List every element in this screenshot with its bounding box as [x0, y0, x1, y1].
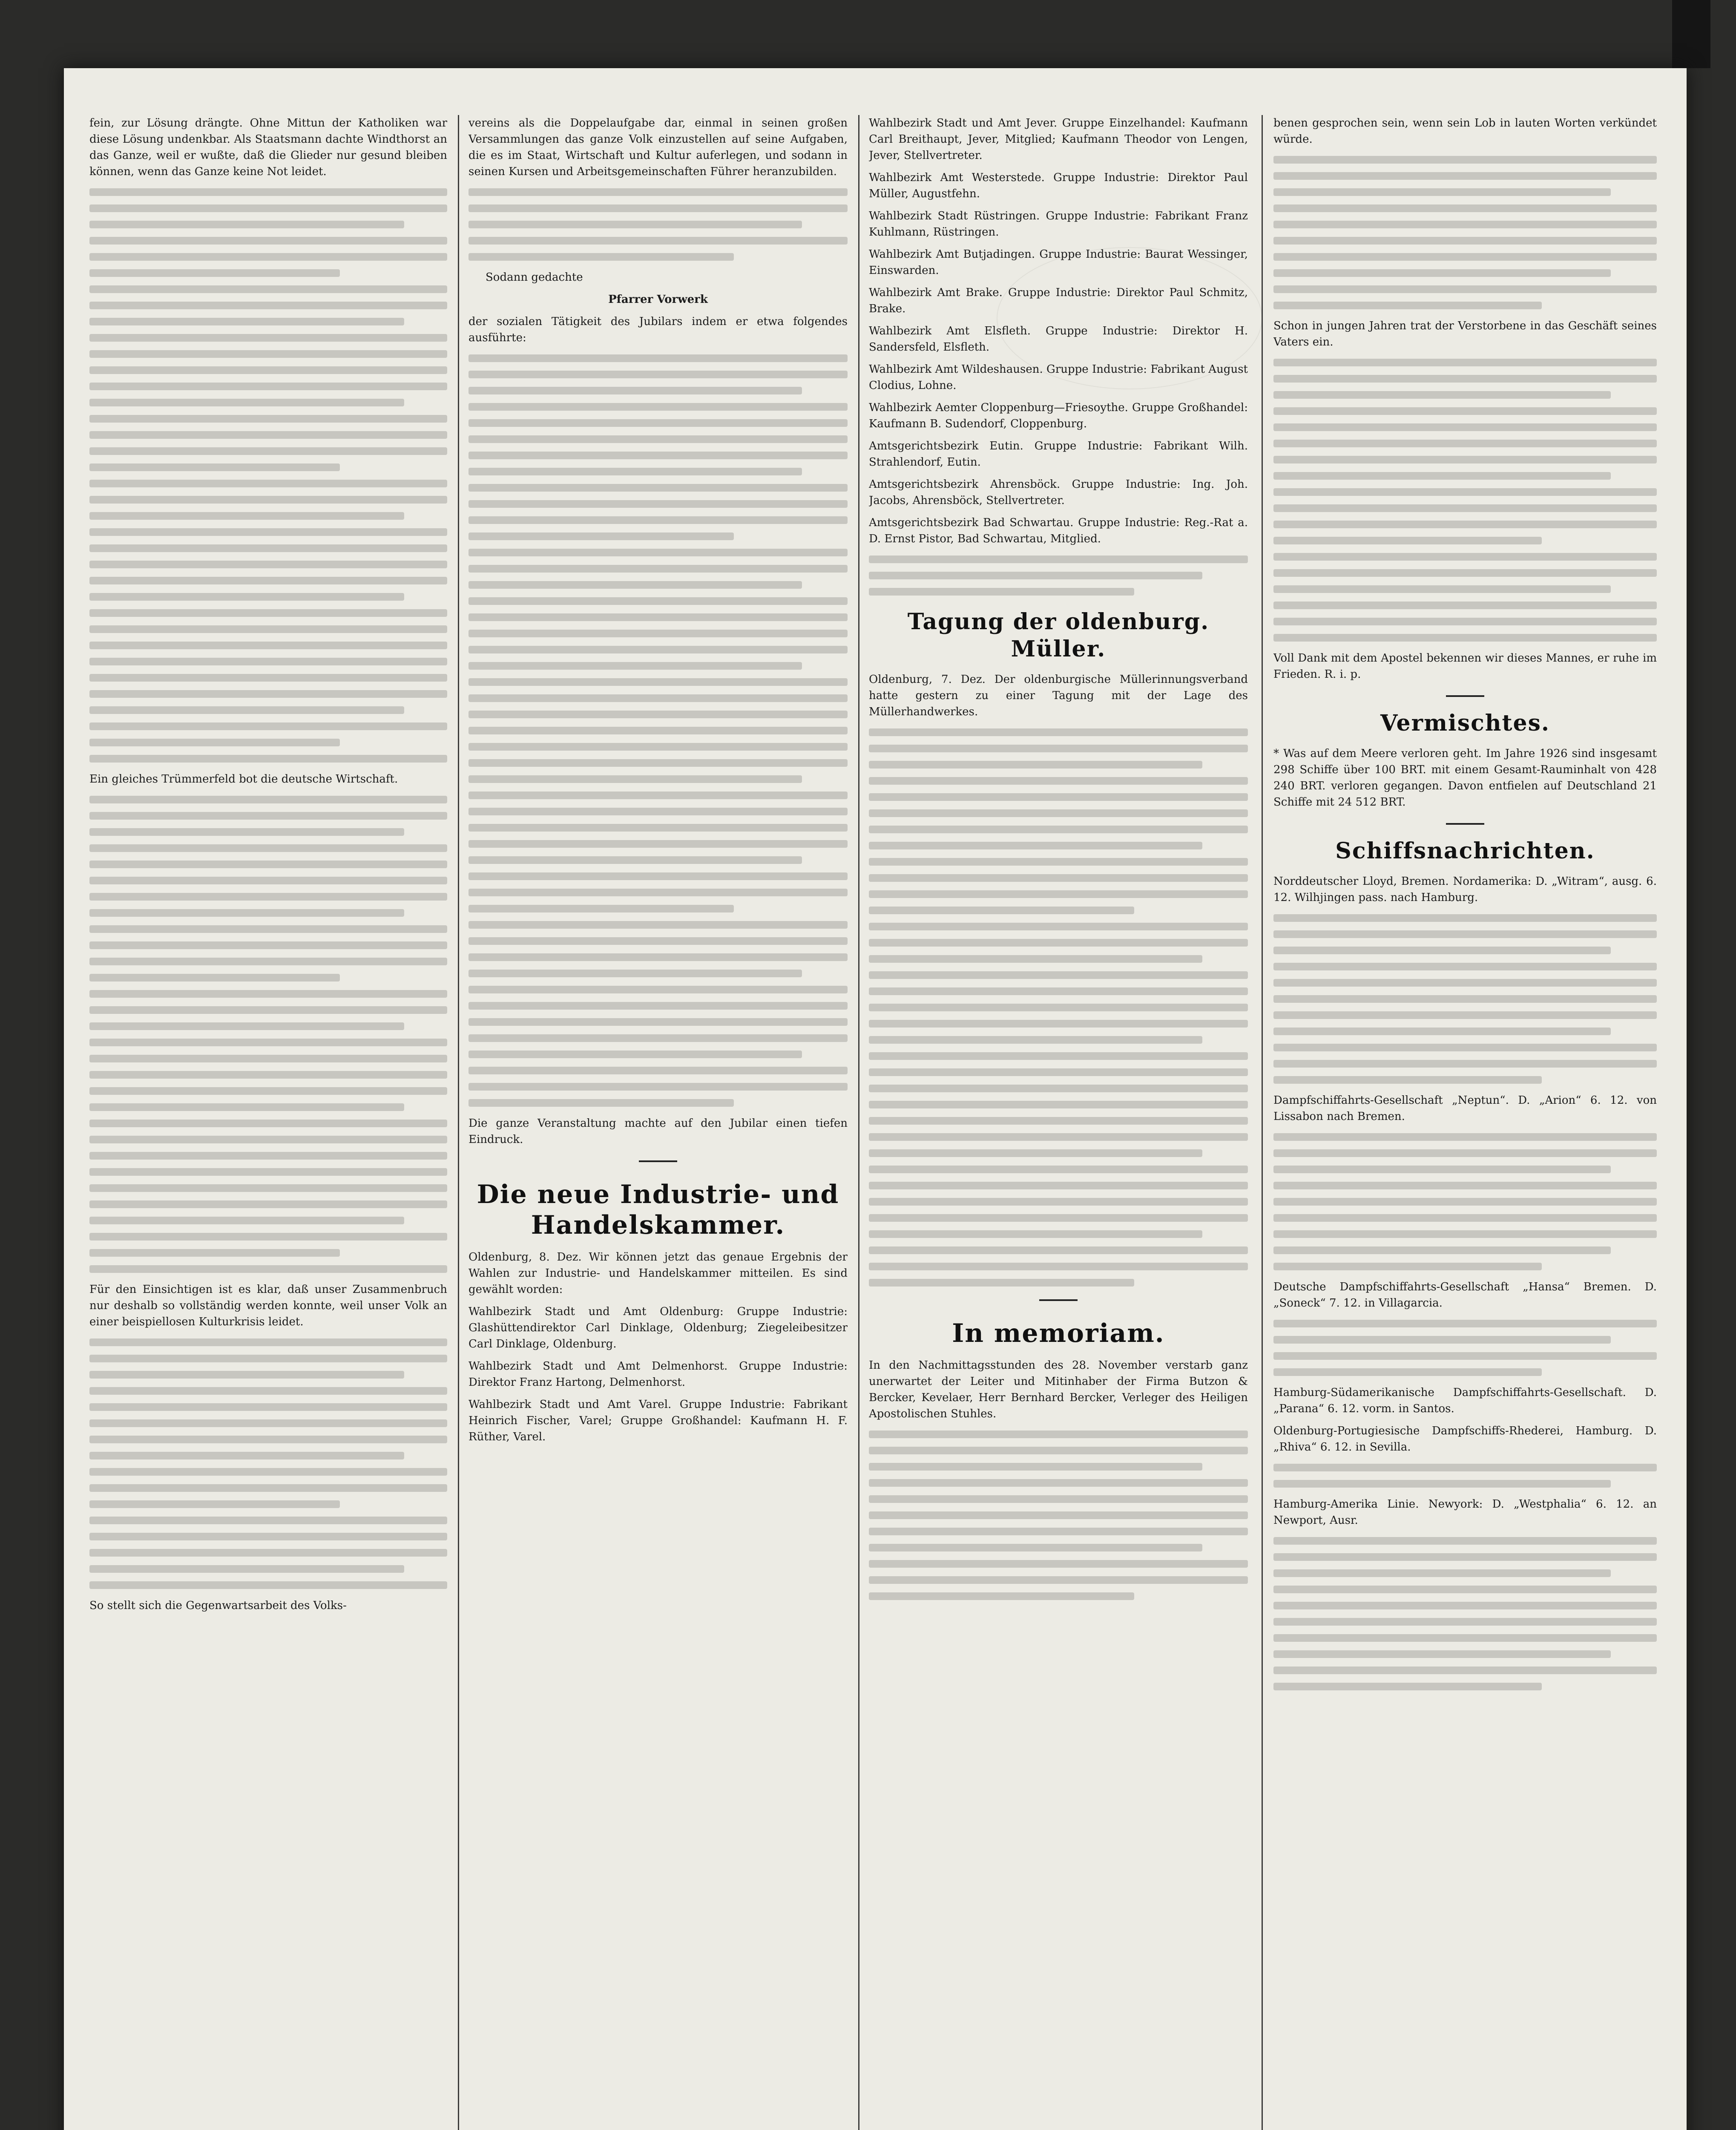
separator: [1039, 1299, 1078, 1301]
column-rule: [458, 115, 459, 2130]
paragraph: Wahlbezirk Amt Westerstede. Gruppe Industrie: Direktor Paul Müller, Augustfehn.: [869, 171, 1248, 200]
paragraph: Wahlbezirk Aemter Cloppenburg—Friesoythe. Gruppe Großhandel: Kaufmann B. Sudendorf, Cloppenburg.: [869, 401, 1248, 430]
paragraph: der sozialen Tätigkeit des Jubilars indem er etwa folgendes ausführte:: [468, 315, 848, 344]
paragraph: Schon in jungen Jahren trat der Verstorbene in das Geschäft seines Vaters ein.: [1273, 320, 1657, 348]
separator: [639, 1160, 677, 1162]
omitted-text: [1273, 156, 1657, 309]
paragraph: fein, zur Lösung drängte. Ohne Mittun der Katholiken war diese Lösung undenkbar. Als Staatsmann dachte Windthorst an das Ganze, weil er wußte, daß die Glieder nur gesund bleiben können, wenn das Ganze keine Not leidet.: [89, 117, 447, 178]
omitted-text: [89, 1338, 447, 1589]
omitted-text: [1273, 1320, 1657, 1376]
omitted-text: [1273, 1464, 1657, 1488]
paragraph: Wahlbezirk Stadt Rüstringen. Gruppe Industrie: Fabrikant Franz Kuhlmann, Rüstringen.: [869, 210, 1248, 239]
omitted-text: [1273, 359, 1657, 642]
paragraph: Voll Dank mit dem Apostel bekennen wir dieses Mannes, er ruhe im Frieden. R. i. p.: [1273, 652, 1657, 681]
paragraph: vereins als die Doppelaufgabe dar, einmal in seinen großen Versammlungen das ganze Volk einzustellen auf seine Aufgaben, die es im Staat, Wirtschaft und Kultur auferlegen, und sodann in seinen Kursen und Arbeitsgemeinschaften Führer heranzubilden.: [468, 117, 848, 178]
omitted-text: [468, 354, 848, 1107]
paragraph: Wahlbezirk Stadt und Amt Oldenburg: Gruppe Industrie: Glashüttendirektor Carl Dinklage, Oldenburg; Ziegeleibesitzer Carl Dinklage, Oldenburg.: [468, 1305, 848, 1350]
paragraph: So stellt sich die Gegenwartsarbeit des Volks-: [89, 1599, 347, 1612]
column-2: [468, 115, 848, 2130]
omitted-text: [468, 188, 848, 261]
paragraph: Norddeutscher Lloyd, Bremen. Nordamerika: D. „Witram“, ausg. 6. 12. Wilhjingen pass. nach Hamburg.: [1273, 875, 1657, 904]
paragraph: Deutsche Dampfschiffahrts-Gesellschaft „Hansa“ Bremen. D. „Soneck“ 7. 12. in Villagarcia.: [1273, 1281, 1657, 1310]
section-title: Schiffsnachrichten.: [1335, 838, 1595, 864]
omitted-text: [1273, 914, 1657, 1084]
omitted-text: [89, 188, 447, 763]
subheading: Pfarrer Vorwerk: [608, 293, 708, 306]
omitted-text: [869, 1431, 1248, 1600]
paragraph: Für den Einsichtigen ist es klar, daß unser Zusammenbruch nur deshalb so vollständig werden konnte, weil unser Volk an einer beispiellosen Kulturkrisis leidet.: [89, 1283, 447, 1328]
column-1: [89, 115, 447, 2130]
section-title: Vermischtes.: [1380, 710, 1550, 736]
article-title: Die neue Industrie- und Handelskammer.: [477, 1180, 839, 1240]
separator: [1446, 823, 1484, 825]
article-title: In memoriam.: [952, 1318, 1165, 1348]
paragraph: Wahlbezirk Amt Butjadingen. Gruppe Industrie: Baurat Wessinger, Einswarden.: [869, 248, 1248, 277]
paragraph: Wahlbezirk Amt Wildeshausen. Gruppe Industrie: Fabrikant August Clodius, Lohne.: [869, 363, 1248, 392]
paragraph: Die ganze Veranstaltung machte auf den Jubilar einen tiefen Eindruck.: [468, 1117, 848, 1146]
paragraph: Dampfschiffahrts-Gesellschaft „Neptun“. D. „Arion“ 6. 12. von Lissabon nach Bremen.: [1273, 1094, 1657, 1123]
omitted-text: [1273, 1133, 1657, 1270]
paragraph: Amtsgerichtsbezirk Ahrensböck. Gruppe Industrie: Ing. Joh. Jacobs, Ahrensböck, Stellvertreter.: [869, 478, 1248, 507]
paragraph: Amtsgerichtsbezirk Eutin. Gruppe Industrie: Fabrikant Wilh. Strahlendorf, Eutin.: [869, 440, 1248, 469]
paragraph: Oldenburg, 7. Dez. Der oldenburgische Müllerinnungsverband hatte gestern zu einer Tagung mit der Lage des Müllerhandwerkes.: [869, 673, 1248, 718]
separator: [1446, 695, 1484, 697]
paragraph: Oldenburg-Portugiesische Dampfschiffs-Rhederei, Hamburg. D. „Rhiva“ 6. 12. in Sevilla.: [1273, 1425, 1657, 1454]
omitted-text: [89, 796, 447, 1273]
paragraph: In den Nachmittagsstunden des 28. November verstarb ganz unerwartet der Leiter und Mitinhaber der Firma Butzon & Bercker, Kevelaer, Herr Bernhard Bercker, Verleger des Heiligen Apostolischen Stuhles.: [869, 1359, 1248, 1420]
paragraph: Ein gleiches Trümmerfeld bot die deutsche Wirtschaft.: [89, 773, 398, 786]
column-3: [869, 115, 1248, 2130]
column-rule: [1262, 115, 1263, 2130]
paragraph: Hamburg-Amerika Linie. Newyork: D. „Westphalia“ 6. 12. an Newport, Ausr.: [1273, 1498, 1657, 1527]
omitted-text: [869, 556, 1248, 596]
paragraph: Hamburg-Südamerikanische Dampfschiffahrts-Gesellschaft. D. „Parana“ 6. 12. vorm. in Santos.: [1273, 1386, 1657, 1415]
paragraph: benen gesprochen sein, wenn sein Lob in lauten Worten verkündet würde.: [1273, 117, 1657, 146]
newspaper-page: [64, 68, 1687, 2130]
column-4: [1273, 115, 1657, 2130]
paragraph: Wahlbezirk Stadt und Amt Delmenhorst. Gruppe Industrie: Direktor Franz Hartong, Delmenhorst.: [468, 1360, 848, 1389]
paragraph: Wahlbezirk Stadt und Amt Varel. Gruppe Industrie: Fabrikant Heinrich Fischer, Varel; Gruppe Großhandel: Kaufmann H. F. Rüther, Varel.: [468, 1398, 848, 1443]
paragraph: Wahlbezirk Stadt und Amt Jever. Gruppe Einzelhandel: Kaufmann Carl Breithaupt, Jever, Mitglied; Kaufmann Theodor von Lengen, Jever, Stellvertreter.: [869, 117, 1248, 162]
column-rule: [858, 115, 859, 2130]
paragraph: Oldenburg, 8. Dez. Wir können jetzt das genaue Ergebnis der Wahlen zur Industrie- und Handelskammer mitteilen. Es sind gewählt worden:: [468, 1251, 848, 1296]
paragraph: Wahlbezirk Amt Brake. Gruppe Industrie: Direktor Paul Schmitz, Brake.: [869, 286, 1248, 315]
omitted-text: [1273, 1537, 1657, 1690]
paragraph: * Was auf dem Meere verloren geht. Im Jahre 1926 sind insgesamt 298 Schiffe über 100 BRT. mit einem Gesamt-Rauminhalt von 428 240 BRT. verloren gegangen. Davon entfielen auf Deutschland 21 Schiffe mit 24 512 BRT.: [1273, 747, 1657, 809]
omitted-text: [869, 728, 1248, 1287]
paragraph: Wahlbezirk Amt Elsfleth. Gruppe Industrie: Direktor H. Sandersfeld, Elsfleth.: [869, 325, 1248, 354]
article-title: Tagung der oldenburg. Müller.: [907, 609, 1210, 662]
scanner-edge: [1672, 0, 1710, 68]
paragraph: Sodann gedachte: [486, 271, 583, 284]
paragraph: Amtsgerichtsbezirk Bad Schwartau. Gruppe Industrie: Reg.-Rat a. D. Ernst Pistor, Bad Schwartau, Mitglied.: [869, 516, 1248, 545]
